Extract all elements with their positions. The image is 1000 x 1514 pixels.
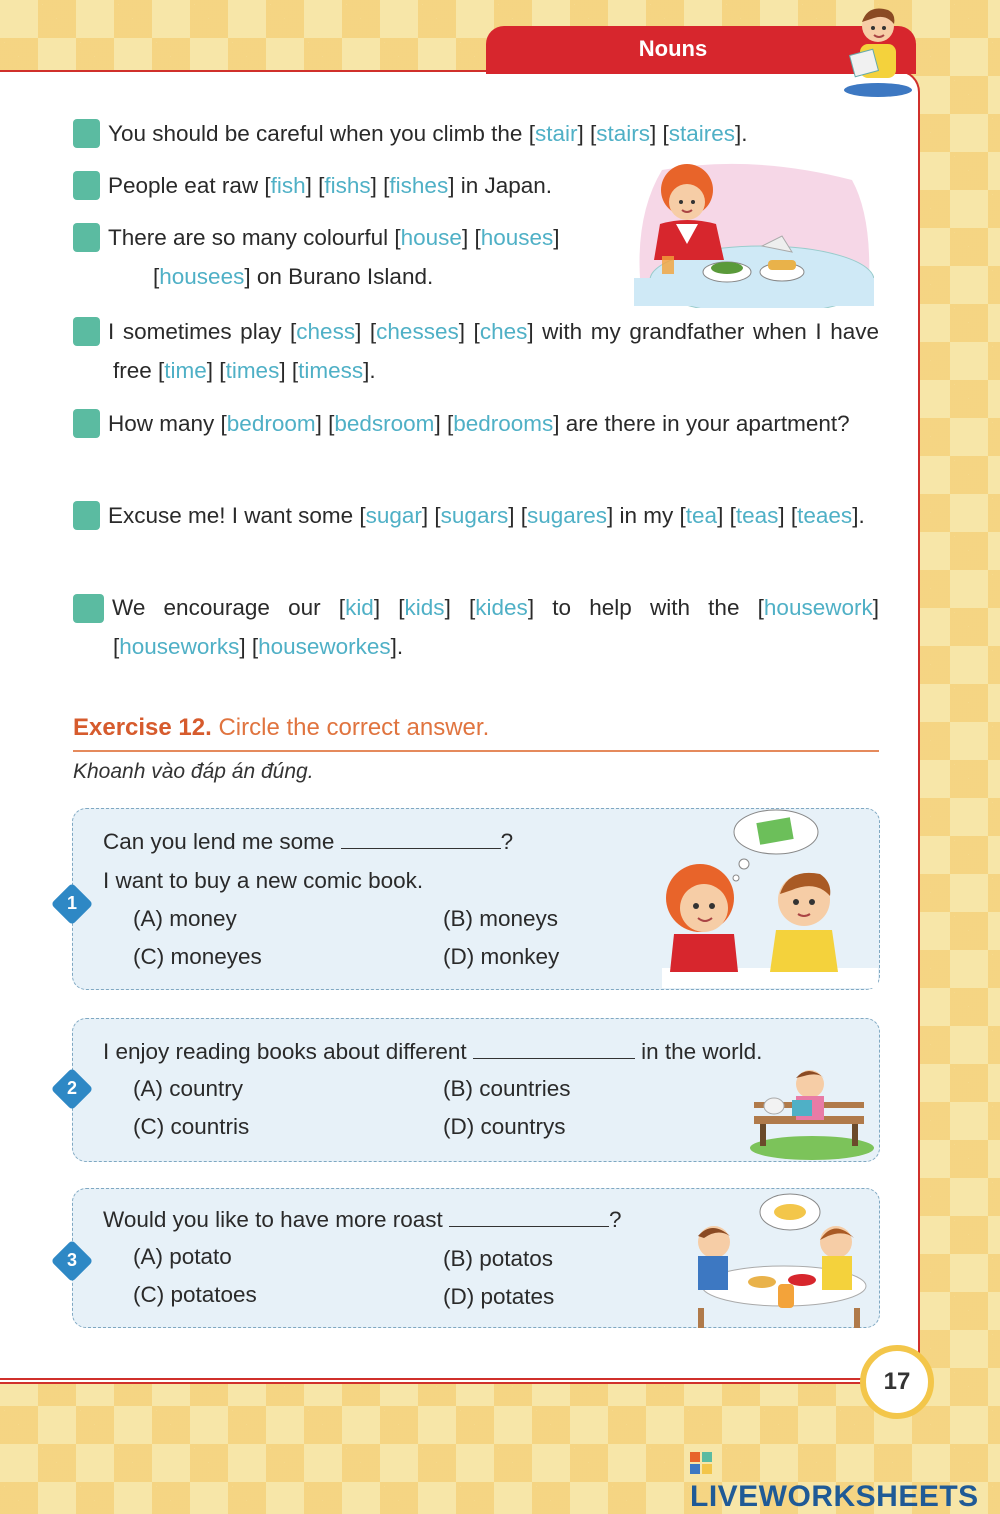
exercise-label: Exercise 12.	[73, 714, 212, 741]
sentence-text: ] [	[778, 503, 798, 528]
answer-blank[interactable]	[473, 1057, 635, 1059]
question-number: 1	[66, 893, 77, 913]
sentence-text: ] [	[113, 595, 879, 659]
question-stem: Would you like to have more roast ?	[103, 1207, 622, 1232]
question-stem-line-2: I want to buy a new comic book.	[103, 868, 424, 893]
item-number-badge: 4	[73, 119, 100, 148]
sentence-text: ] [	[370, 173, 390, 198]
family-dinner-illustration	[678, 1190, 876, 1330]
sentence-text: ] in my [	[607, 503, 686, 528]
answer-choice[interactable]: sugar	[365, 503, 422, 528]
chapter-title: Nouns	[638, 36, 708, 61]
item-text	[108, 173, 552, 198]
sentence-text: [	[153, 264, 160, 289]
girl-reading-bench-illustration	[748, 1064, 876, 1160]
option-d[interactable]: (D) monkey	[443, 944, 560, 969]
sentence-text: ].	[852, 503, 865, 528]
sentence-text: ] to help with the [	[527, 595, 764, 620]
item-number-badge: 8	[73, 409, 100, 438]
option-c[interactable]: (C) potatoes	[133, 1282, 257, 1307]
answer-choice[interactable]: fishs	[324, 173, 371, 198]
sentence-text: Excuse me! I want some [	[108, 503, 366, 528]
sentence-text: ].	[363, 358, 376, 383]
sentence-text: ]	[553, 225, 560, 250]
answer-choice[interactable]: houseworks	[119, 634, 240, 659]
sentence-text: ] [	[206, 358, 226, 383]
answer-choice[interactable]: chess	[296, 319, 356, 344]
answer-choice[interactable]: kides	[475, 595, 528, 620]
sentence-text: ] [	[461, 225, 481, 250]
answer-choice[interactable]: bedrooms	[453, 411, 554, 436]
sentence-text: ] [	[508, 503, 527, 528]
liveworksheets-logo	[690, 1446, 1000, 1514]
sentence-text: ] are there in your apartment?	[553, 411, 850, 436]
sentence-text: ].	[390, 634, 404, 659]
sentence-text: ] [	[305, 173, 325, 198]
answer-choice[interactable]: bedsroom	[334, 411, 435, 436]
answer-choice[interactable]: houseworkes	[258, 634, 391, 659]
item-text	[108, 121, 748, 146]
answer-choice[interactable]: housework	[763, 595, 873, 620]
brand-text: LIVEWORKSHEETS	[690, 1480, 979, 1513]
option-c[interactable]: (C) countris	[133, 1114, 250, 1139]
exercise-11-item	[33, 404, 879, 443]
answer-choice[interactable]: timess	[298, 358, 364, 383]
sentence-text: ] in Japan.	[448, 173, 553, 198]
question-number: 2	[66, 1078, 77, 1098]
question-number: 3	[66, 1250, 77, 1270]
answer-choice[interactable]: times	[225, 358, 280, 383]
item-text	[108, 503, 865, 528]
heading-divider	[73, 750, 879, 752]
answer-blank[interactable]	[341, 847, 501, 849]
sentence-text: ] [	[373, 595, 405, 620]
answer-choice[interactable]: fish	[270, 173, 306, 198]
sentence-text: ] [	[355, 319, 377, 344]
page-footer-rule	[0, 1378, 868, 1380]
item-number-badge: 5	[73, 171, 100, 200]
item-text	[112, 595, 879, 659]
exercise-12-heading	[73, 714, 489, 742]
page-number: 17	[860, 1345, 934, 1419]
answer-choice[interactable]: kid	[345, 595, 374, 620]
sentence-text: ] [	[421, 503, 441, 528]
question-stem: I enjoy reading books about different in the world.	[103, 1039, 763, 1064]
item-text	[108, 411, 850, 436]
sentence-text: ] [	[458, 319, 480, 344]
sentence-text: How many [	[108, 411, 227, 436]
sentence-text: We encourage our [	[112, 595, 346, 620]
answer-choice[interactable]: fishes	[389, 173, 449, 198]
answer-choice[interactable]: teaes	[797, 503, 853, 528]
sentence-text: There are so many colourful [	[108, 225, 401, 250]
sentence-text: You should be careful when you climb the [	[108, 121, 535, 146]
sentence-text: ] [	[650, 121, 669, 146]
answer-choice[interactable]: house	[400, 225, 462, 250]
option-b[interactable]: (B) countries	[443, 1076, 571, 1101]
exercise-11-item	[60, 166, 633, 205]
option-b[interactable]: (B) potatos	[443, 1246, 554, 1271]
liveworksheets-logo-icon	[690, 1448, 712, 1470]
item-number-badge: 9	[73, 501, 100, 530]
answer-choice[interactable]: stair	[534, 121, 578, 146]
option-a[interactable]: (A) country	[133, 1076, 244, 1101]
answer-blank[interactable]	[449, 1225, 609, 1227]
sentence-text: ] [	[279, 358, 299, 383]
sentence-text: ] [	[444, 595, 476, 620]
item-number-badge: 7	[73, 317, 100, 346]
sentence-text: ] on Burano Island.	[244, 264, 434, 289]
item-text	[108, 225, 560, 289]
exercise-11-item	[60, 218, 613, 296]
answer-choice[interactable]: kids	[404, 595, 445, 620]
option-d[interactable]: (D) countrys	[443, 1114, 566, 1139]
exercise-11-item	[33, 588, 879, 666]
answer-choice[interactable]: tea	[685, 503, 718, 528]
question-stem: Can you lend me some ?	[103, 829, 514, 854]
answer-choice[interactable]: stairs	[596, 121, 650, 146]
sentence-text: ] [	[239, 634, 259, 659]
answer-choice[interactable]: housees	[159, 264, 245, 289]
option-a[interactable]: (A) potato	[133, 1244, 232, 1269]
exercise-instruction: Circle the correct answer.	[218, 714, 490, 741]
boy-reading-illustration	[838, 0, 918, 98]
sentence-text: ] [	[717, 503, 736, 528]
answer-choice[interactable]: bedroom	[226, 411, 316, 436]
sentence-text: People eat raw [	[108, 173, 271, 198]
option-a[interactable]: (A) money	[133, 906, 237, 931]
sentence-text: ] [	[434, 411, 454, 436]
answer-choice[interactable]: sugares	[526, 503, 608, 528]
girl-eating-illustration	[632, 160, 874, 308]
sentence-text: ].	[735, 121, 748, 146]
exercise-11-item	[33, 496, 879, 535]
answer-choice[interactable]: ches	[479, 319, 528, 344]
exercise-11-item	[60, 114, 873, 153]
item-number-badge: 6	[73, 223, 100, 252]
answer-choice[interactable]: time	[164, 358, 207, 383]
sentence-text: ] [	[315, 411, 335, 436]
sentence-text: I sometimes play [	[108, 319, 297, 344]
option-b[interactable]: (B) moneys	[443, 906, 559, 931]
sentence-text: ] with my grandfather when I have free [	[113, 319, 879, 383]
answer-choice[interactable]: staires	[668, 121, 736, 146]
item-number-badge: 10	[73, 594, 104, 623]
kids-talking-illustration	[652, 808, 878, 988]
option-c[interactable]: (C) moneyes	[133, 944, 262, 969]
answer-choice[interactable]: houses	[480, 225, 554, 250]
exercise-11-item	[33, 312, 879, 390]
item-text	[108, 319, 879, 383]
answer-choice[interactable]: teas	[735, 503, 779, 528]
exercise-instruction-vietnamese: Khoanh vào đáp án đúng.	[73, 760, 314, 783]
answer-choice[interactable]: chesses	[376, 319, 459, 344]
answer-choice[interactable]: sugars	[440, 503, 509, 528]
sentence-text: ] [	[577, 121, 597, 146]
option-d[interactable]: (D) potates	[443, 1284, 555, 1309]
